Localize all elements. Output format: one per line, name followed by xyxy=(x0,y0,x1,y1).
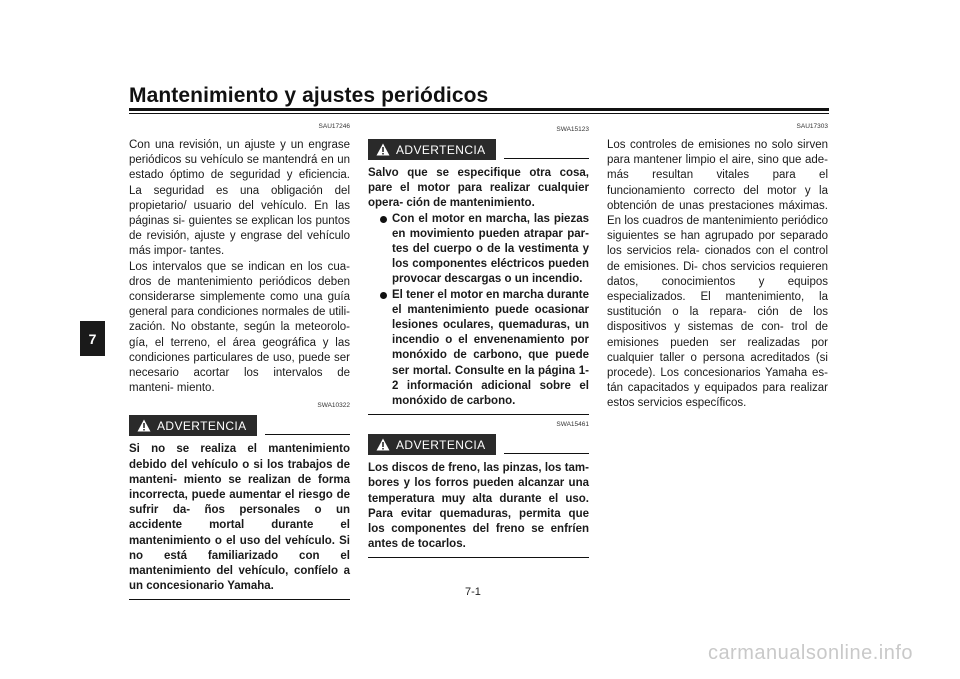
warning-rule xyxy=(265,434,350,435)
warning-rule xyxy=(504,453,589,454)
warning-bullet: Con el motor en marcha, las piezas en movimiento pueden atrapar par- tes del cuerpo o de la vestimenta y los componentes eléctricos pueden provocar descargas o un incendio. xyxy=(380,212,589,288)
warning-block-engine xyxy=(368,126,589,415)
chapter-tab: 7 xyxy=(80,321,105,356)
column-1 xyxy=(129,122,350,600)
warning-triangle-icon xyxy=(376,438,390,451)
watermark: carmanualsonline.info xyxy=(707,642,913,664)
warning-code: SWA10322 xyxy=(317,402,350,410)
warning-badge xyxy=(129,415,257,436)
section-code: SAU17303 xyxy=(796,123,828,130)
intervals-paragraph: Los intervalos que se indican en los cua- dros de mantenimiento periódicos deben considerarse simplemente como una guía general para condiciones normales de utili- zación. No obstante, según la meteorolo- gía, el terreno, el área geográfica y las condiciones particulares de uso, puede ser necesario acortar los intervalos de manteni- miento. xyxy=(129,260,350,395)
warning-block xyxy=(129,402,350,600)
intro-paragraph: Con una revisión, un ajuste y un engrase periódicos su vehículo se mantendrá en un estado óptimo de seguridad y eficiencia. La seguridad es una obligación del propietario/ usuario del vehículo. En las páginas si- guientes se explican los puntos de revisión, ajuste y engrase del vehículo más impor- tantes. xyxy=(129,139,350,258)
warning-triangle-icon xyxy=(376,143,390,156)
warning-label: ADVERTENCIA xyxy=(396,437,486,452)
column-3 xyxy=(607,122,828,412)
warning-header xyxy=(129,402,350,436)
page-number: 7-1 xyxy=(465,586,481,598)
warning-code: SWA15123 xyxy=(556,126,589,133)
warning-triangle-icon xyxy=(137,419,151,432)
warning-badge xyxy=(368,434,496,455)
warning-text xyxy=(368,166,589,415)
warning-text: Los discos de freno, las pinzas, los tam- bores y los forros pueden alcanzar una temperatura muy alta durante el uso. Para evitar quemaduras, permita que los componentes del freno se enfríen antes de tocarlos. xyxy=(368,461,589,558)
title-rule-thin xyxy=(129,113,829,114)
title-rule xyxy=(129,108,829,111)
section-code: SAU17246 xyxy=(318,123,350,130)
warning-bullet: El tener el motor en marcha durante el mantenimiento puede ocasionar lesiones oculares, quemaduras, un incendio o el envenenamiento por monóxido de carbono, que puede ser mortal. Consulte en la página 1-2 información adicional sobre el monóxido de carbono. xyxy=(380,288,589,410)
warning-intro: Salvo que se especifique otra cosa, pare el motor para realizar cualquier opera- ción de mantenimiento. xyxy=(368,167,589,210)
warning-label: ADVERTENCIA xyxy=(396,142,486,157)
warning-code: SWA15461 xyxy=(556,421,589,429)
warning-rule xyxy=(504,158,589,159)
warning-bullet-list xyxy=(368,212,589,410)
warning-badge xyxy=(368,139,496,160)
warning-label: ADVERTENCIA xyxy=(157,418,247,433)
warning-block-brakes xyxy=(368,421,589,558)
emissions-paragraph: Los controles de emisiones no solo sirven para mantener limpio el aire, sino que ade- más resultan vitales para el funcionamiento correcto del motor y la obtención de unas prestaciones máximas. En los cuadros de mantenimiento periódico siguientes se han agrupado por separado los servicios rela- cionados con el control de emisiones. Di- chos servicios requieren datos, conocimientos y equipos especializados. El mantenimiento, la sustitución o la repara- ción de los dispositivos y sistemas de con- trol de emisiones pueden ser realizadas por cualquier taller o persona acreditados (si procede). Los concesionarios Yamaha es- tán capacitados y equipados para realizar estos servicios específicos. xyxy=(607,139,828,410)
warning-text: Si no se realiza el mantenimiento debido del vehículo o si los trabajos de manteni- miento se realizan de forma incorrecta, puede aumentar el riesgo de sufrir da- ños personales o un accidente mortal durante el mantenimiento o el uso del vehículo. Si no está familiarizado con el mantenimiento del vehículo, confíelo a un concesionario Yamaha. xyxy=(129,442,350,600)
page-title: Mantenimiento y ajustes periódicos xyxy=(129,84,489,107)
warning-header xyxy=(368,126,589,160)
warning-header xyxy=(368,421,589,455)
column-2 xyxy=(368,122,589,558)
